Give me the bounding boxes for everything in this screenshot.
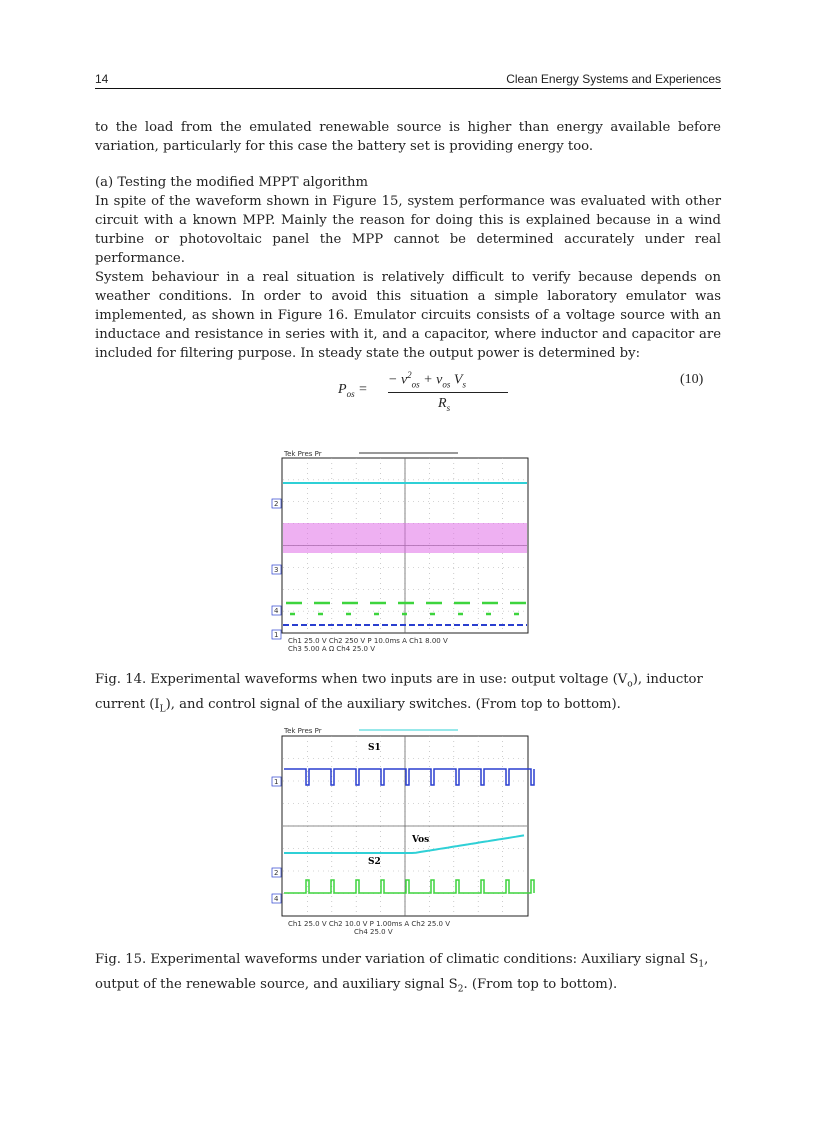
fig15-label-vos: Vos [412,835,430,845]
fig15-status-row1: Ch1 25.0 V Ch2 10.0 V P 1.00ms A Ch2 25.0 V [288,920,450,928]
channel-marker-label: 4 [274,895,279,903]
section-heading: (a) Testing the modified MPPT algorithm [95,175,368,190]
fig14-oscilloscope [96,438,720,662]
eq-lhs: P [338,382,347,397]
equation-10: $P_{os}$ = − $v^2_{os} + v_{os}$ $V_s$ $R_s$ [330,370,530,430]
fig15-label-s2: S2 [368,857,381,867]
eq-numerator: − $v^2_{os} + v_{os}$ $V_s$ [388,370,466,390]
fig15-channel-markers [272,777,281,903]
body-text [95,118,721,156]
fig14-caption: Fig. 14. Experimental waveforms when two inputs are in use: output voltage $(V_o)$, inductor current $(I_L)$, and control signal of the auxiliary switches. (From top to bottom). [95,672,703,715]
paragraph-1: to the load from the emulated renewable source is higher than energy available before variation, particularly for this case the battery set is providing energy too. [95,120,721,154]
page-header [95,70,721,89]
figure-14 [96,438,720,662]
channel-marker-label: 1 [274,631,279,639]
fig15-caption: Fig. 15. Experimental waveforms under variation of climatic conditions: Auxiliary signal $S_1$, output of the renewable source, and auxiliary signal $S_2$. (From top to bottom). [95,952,709,995]
equation-number: (10) [680,372,704,387]
fig14-scope-header: Tek Pres Pr [284,450,322,458]
channel-marker-label: 2 [274,869,279,877]
running-title: Clean Energy Systems and Experiences [506,72,721,86]
page-number: 14 [95,72,109,86]
channel-marker-label: 2 [274,500,279,508]
eq-lhs-sub: os [346,388,355,399]
eq-denominator: $R_s$ [438,396,451,413]
channel-marker-label: 1 [274,778,279,786]
fig14-status-row2: Ch3 5.00 A Ω Ch4 25.0 V [288,645,376,653]
body-text-section [95,173,721,363]
paragraph-3: System behaviour in a real situation is relatively difficult to verify because depends on weather conditions. In order to avoid this situation a simple laboratory emulator was implemented, as shown in Figure 16. Emulator circuits consists of a voltage source with an inductace and resistance in series with it, and a capacitor, where inductor and capacitor are included for filtering purpose. In steady state the output power is determined by: [95,270,721,361]
fig14-status-row1: Ch1 25.0 V Ch2 250 V P 10.0ms A Ch1 8.00 V [288,637,448,645]
channel-marker-label: 4 [274,607,279,615]
figure-15 [96,718,720,942]
fig15-label-s1: S1 [368,743,381,753]
eq-fraction-bar [388,392,508,393]
fig14-trace-il [283,523,527,553]
fig15-status-row2: Ch4 25.0 V [354,928,393,936]
paragraph-2: In spite of the waveform shown in Figure 15, system performance was evaluated with other circuit with a known MPP. Mainly the reason for doing this is explained because in a wind turbine or photovoltaic panel the MPP cannot be determined accurately under real performance. [95,194,721,266]
fig15-scope-header: Tek Pres Pr [284,727,322,735]
fig15-oscilloscope [96,718,720,942]
channel-marker-label: 3 [274,566,279,574]
fig14-channel-markers [272,499,281,639]
